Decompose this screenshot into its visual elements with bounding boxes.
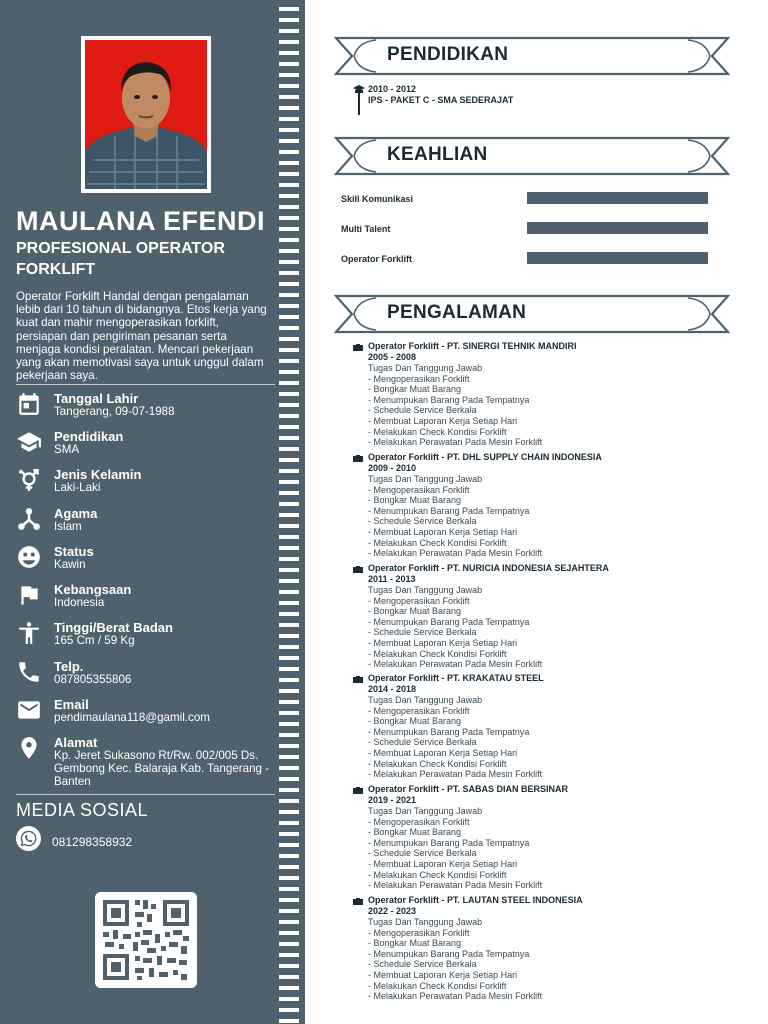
- job-subtitle: Tugas Dan Tanggung Jawab: [368, 585, 483, 595]
- info-label: Pendidikan: [54, 429, 124, 444]
- briefcase-icon: [353, 565, 363, 573]
- zipper-decoration: [279, 0, 309, 1024]
- calendar-icon: [16, 391, 42, 417]
- info-label: Jenis Kelamin: [54, 467, 142, 482]
- briefcase-icon: [353, 454, 363, 462]
- job-years: 2022 - 2023: [368, 906, 417, 916]
- task-item: - Melakukan Perawatan Pada Mesin Forklift: [368, 659, 543, 670]
- info-nationality: [16, 582, 276, 620]
- task-item: - Membuat Laporan Kerja Setiap Hari: [368, 526, 518, 537]
- task-item: - Mengoperasikan Forklift: [368, 373, 470, 384]
- info-label: Tinggi/Berat Badan: [54, 620, 173, 635]
- info-education: [16, 429, 276, 467]
- job-subtitle: Tugas Dan Tanggung Jawab: [368, 363, 483, 373]
- job-years: 2011 - 2013: [368, 574, 416, 584]
- graduation-cap-icon: [353, 83, 365, 117]
- info-label: Email: [54, 697, 89, 712]
- task-item: - Schedule Service Berkala: [368, 848, 477, 859]
- section-header-education: [334, 36, 730, 76]
- job-title: Operator Forklift - PT. SABAS DIAN BERSINAR: [368, 784, 569, 794]
- task-item: - Menumpukan Barang Pada Tempatnya: [368, 726, 530, 737]
- graduation-cap-icon: [16, 429, 42, 455]
- skill-row: [341, 254, 741, 268]
- section-title: PENDIDIKAN: [387, 44, 509, 65]
- info-gender: [16, 467, 276, 505]
- job-title: Operator Forklift - PT. LAUTAN STEEL INDONESIA: [368, 895, 583, 905]
- job-years: 2005 - 2008: [368, 352, 417, 362]
- task-item: - Mengoperasikan Forklift: [368, 595, 470, 606]
- job-subtitle: Tugas Dan Tanggung Jawab: [368, 474, 483, 484]
- skill-name: Skill Komunikasi: [341, 194, 414, 204]
- sidebar: [0, 0, 279, 1024]
- job-title: Operator Forklift - PT. SINERGI TEHNIK MANDIRI: [368, 341, 577, 351]
- skill-bar-track: [527, 252, 708, 264]
- task-item: - Bongkar Muat Barang: [368, 495, 462, 506]
- info-status: [16, 544, 276, 582]
- info-value: Laki-Laki: [54, 481, 101, 494]
- task-item: - Membuat Laporan Kerja Setiap Hari: [368, 858, 518, 869]
- info-phone: [16, 659, 276, 697]
- info-height-weight: [16, 620, 276, 658]
- info-label: Status: [54, 544, 94, 559]
- whatsapp-icon: [16, 826, 41, 851]
- task-item: - Melakukan Check Kondisi Forklift: [368, 426, 507, 437]
- section-title: KEAHLIAN: [387, 144, 488, 165]
- skill-row: [341, 224, 741, 238]
- info-label: Tanggal Lahir: [54, 391, 139, 406]
- gender-icon: [16, 467, 42, 493]
- skill-bar-track: [527, 222, 708, 234]
- full-name: MAULANA EFENDI: [16, 206, 265, 236]
- task-item: - Mengoperasikan Forklift: [368, 484, 470, 495]
- task-item: - Melakukan Check Kondisi Forklift: [368, 648, 507, 659]
- task-item: - Membuat Laporan Kerja Setiap Hari: [368, 969, 518, 980]
- person-icon: [16, 620, 42, 646]
- education-school: IPS - PAKET C - SMA SEDERAJAT: [368, 95, 514, 105]
- qr-code: [95, 892, 197, 988]
- info-label: Kebangsaan: [54, 582, 132, 597]
- task-list: [368, 928, 542, 1002]
- task-item: - Schedule Service Berkala: [368, 627, 477, 638]
- task-item: - Mengoperasikan Forklift: [368, 927, 470, 938]
- task-item: - Melakukan Check Kondisi Forklift: [368, 980, 507, 991]
- task-item: - Mengoperasikan Forklift: [368, 705, 470, 716]
- info-value: Islam: [54, 520, 82, 533]
- info-value: Tangerang, 09-07-1988: [54, 405, 175, 418]
- job-subtitle: Tugas Dan Tanggung Jawab: [368, 695, 483, 705]
- task-item: - Bongkar Muat Barang: [368, 716, 462, 727]
- task-item: - Bongkar Muat Barang: [368, 938, 462, 949]
- job-title: Operator Forklift - PT. KRAKATAU STEEL: [368, 673, 544, 683]
- info-value: Kawin: [54, 558, 86, 571]
- task-list: [368, 374, 542, 448]
- task-item: - Membuat Laporan Kerja Setiap Hari: [368, 747, 518, 758]
- task-item: - Melakukan Perawatan Pada Mesin Forklift: [368, 548, 543, 559]
- skill-bar-fill: [527, 192, 708, 204]
- task-item: - Melakukan Check Kondisi Forklift: [368, 758, 507, 769]
- job-role: PROFESIONAL OPERATOR FORKLIFT: [16, 240, 225, 278]
- info-label: Alamat: [54, 735, 98, 750]
- task-item: - Membuat Laporan Kerja Setiap Hari: [368, 637, 518, 648]
- info-religion: [16, 506, 276, 544]
- task-item: - Bongkar Muat Barang: [368, 827, 462, 838]
- task-item: - Melakukan Perawatan Pada Mesin Forklift: [368, 437, 543, 448]
- info-label: Telp.: [54, 659, 84, 674]
- task-item: - Schedule Service Berkala: [368, 405, 477, 416]
- skill-bar-fill: [527, 252, 708, 264]
- status-icon: [16, 544, 42, 570]
- job-subtitle: Tugas Dan Tanggung Jawab: [368, 806, 483, 816]
- task-item: - Melakukan Check Kondisi Forklift: [368, 537, 507, 548]
- job-title: Operator Forklift - PT. DHL SUPPLY CHAIN INDONESIA: [368, 452, 602, 462]
- briefcase-icon: [353, 897, 363, 905]
- info-address: [16, 735, 276, 791]
- sidebar-divider: [16, 794, 275, 795]
- task-list: [368, 817, 542, 891]
- skill-name: Multi Talent: [341, 224, 391, 234]
- briefcase-icon: [353, 675, 363, 683]
- profile-photo-frame: [81, 36, 211, 193]
- sidebar-divider: [16, 384, 275, 385]
- info-label: Agama: [54, 506, 98, 521]
- info-value: pendimaulana118@gamil.com: [54, 711, 210, 724]
- social-media-title: MEDIA SOSIAL: [16, 800, 149, 820]
- task-item: - Melakukan Perawatan Pada Mesin Forklift: [368, 769, 543, 780]
- phone-icon: [16, 659, 42, 685]
- job-subtitle: Tugas Dan Tanggung Jawab: [368, 917, 483, 927]
- task-item: - Melakukan Perawatan Pada Mesin Forklift: [368, 991, 543, 1002]
- profile-photo: [85, 40, 207, 189]
- briefcase-icon: [353, 786, 363, 794]
- task-item: - Bongkar Muat Barang: [368, 606, 462, 617]
- location-pin-icon: [16, 735, 42, 761]
- whatsapp-number: 081298358932: [52, 835, 133, 849]
- skill-bar-track: [527, 192, 708, 204]
- profile-summary: Operator Forklift Handal dengan pengalaman lebib dari 10 tahun di bidangnya. Etos kerja yang kuat dan mahir mengoperasikan forklift, persiapan dan pengiriman pesanan serta menjaga kondisi peralatan. Mencari pekerjaan yang akan memotivasi saya untuk unggul dalam pekerjaan saya.: [16, 290, 267, 383]
- info-value: 165 Cm / 59 Kg: [54, 634, 135, 647]
- task-item: - Menumpukan Barang Pada Tempatnya: [368, 616, 530, 627]
- education-entry: [353, 83, 753, 117]
- job-title: Operator Forklift - PT. NURICIA INDONESIA SEJAHTERA: [368, 563, 609, 573]
- flag-icon: [16, 582, 42, 608]
- briefcase-icon: [353, 343, 363, 351]
- info-value: Kp. Jeret Sukasono Rt/Rw. 002/005 Ds. Gembong Kec. Balaraja Kab. Tangerang - Banten: [54, 749, 270, 788]
- task-item: - Schedule Service Berkala: [368, 516, 477, 527]
- religion-icon: [16, 506, 42, 532]
- job-years: 2019 - 2021: [368, 795, 417, 805]
- task-item: - Schedule Service Berkala: [368, 737, 477, 748]
- job-years: 2009 - 2010: [368, 463, 417, 473]
- task-list: [368, 485, 542, 559]
- task-item: - Melakukan Perawatan Pada Mesin Forklift: [368, 880, 543, 891]
- info-email: [16, 697, 276, 735]
- email-icon: [16, 697, 42, 723]
- task-item: - Mengoperasikan Forklift: [368, 816, 470, 827]
- task-item: - Melakukan Check Kondisi Forklift: [368, 869, 507, 880]
- info-value: Indonesia: [54, 596, 105, 609]
- section-title: PENGALAMAN: [387, 302, 527, 323]
- task-item: - Membuat Laporan Kerja Setiap Hari: [368, 415, 518, 426]
- task-item: - Bongkar Muat Barang: [368, 384, 462, 395]
- job-years: 2014 - 2018: [368, 684, 417, 694]
- task-list: [368, 596, 542, 670]
- info-value: 087805355806: [54, 673, 132, 686]
- task-item: - Menumpukan Barang Pada Tempatnya: [368, 948, 530, 959]
- section-header-skills: [334, 136, 730, 176]
- task-list: [368, 706, 542, 780]
- section-header-experience: [334, 294, 730, 334]
- education-years: 2010 - 2012: [368, 84, 417, 94]
- task-item: - Menumpukan Barang Pada Tempatnya: [368, 837, 530, 848]
- task-item: - Menumpukan Barang Pada Tempatnya: [368, 505, 530, 516]
- task-item: - Menumpukan Barang Pada Tempatnya: [368, 394, 530, 405]
- info-value: SMA: [54, 443, 80, 456]
- main-content: [309, 0, 768, 1024]
- info-birth-date: [16, 391, 276, 429]
- skill-name: Operator Forklift: [341, 254, 413, 264]
- skill-bar-fill: [527, 222, 708, 234]
- skill-row: [341, 194, 741, 208]
- task-item: - Schedule Service Berkala: [368, 959, 477, 970]
